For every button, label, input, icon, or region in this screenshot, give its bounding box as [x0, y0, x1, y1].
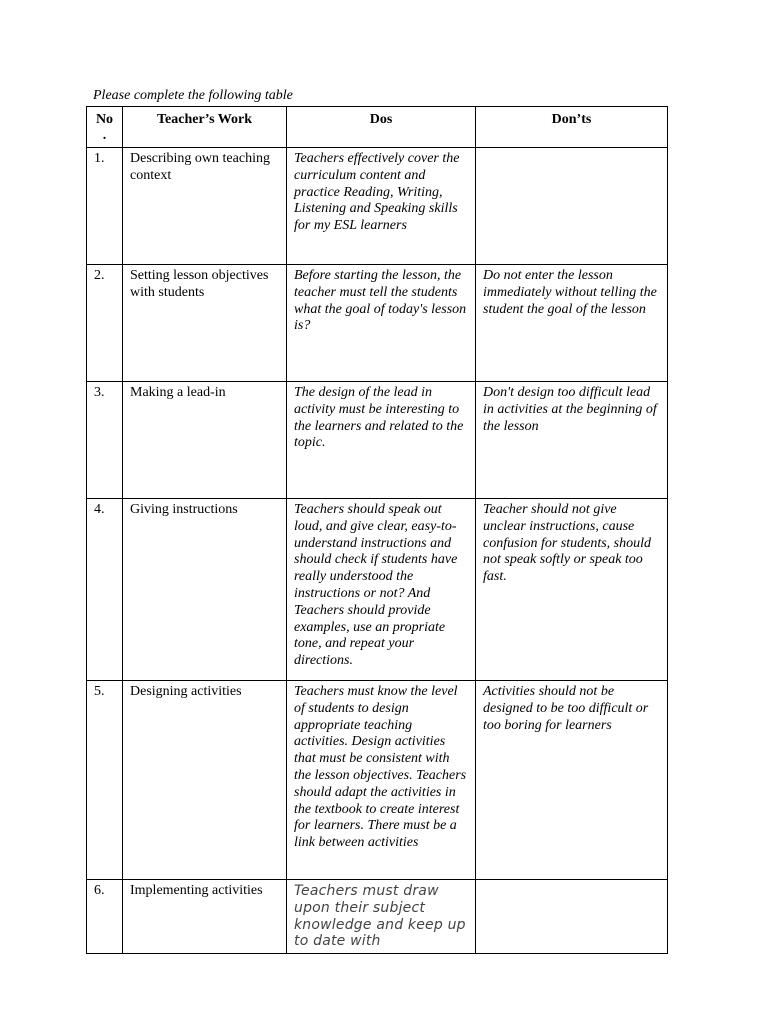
table-header-row — [87, 107, 668, 148]
dos-cell: Teachers effectively cover the curriculum content and practice Reading, Writing, Listening and Speaking skills for my ESL learners — [287, 148, 476, 265]
dos-cell: The design of the lead in activity must be interesting to the learners and related to the topic. — [287, 382, 476, 499]
dos-cell: Teachers must know the level of students to design appropriate teaching activities. Design activities that must be consistent with the lesson objectives. Teachers should adapt the activities in the textbook to create interest for learners. There must be a link between activities — [287, 681, 476, 880]
donts-cell: Don't design too difficult lead in activities at the beginning of the lesson — [476, 382, 668, 499]
table-row — [87, 880, 668, 954]
row-number: 1. — [87, 148, 123, 265]
dos-cell: Before starting the lesson, the teacher must tell the students what the goal of today's lesson is? — [287, 265, 476, 382]
dos-donts-table — [86, 106, 668, 954]
teachers-work-cell: Making a lead-in — [123, 382, 287, 499]
table-caption: Please complete the following table — [93, 88, 293, 103]
donts-cell — [476, 880, 668, 954]
dos-cell: Teachers should speak out loud, and give clear, easy-to-understand instructions and should check if students have really understood the instructions or not? And Teachers should provide examples, use an propriate tone, and repeat your directions. — [287, 499, 476, 681]
header-donts: Don’ts — [476, 107, 668, 148]
row-number: 3. — [87, 382, 123, 499]
table-row — [87, 499, 668, 681]
table-row — [87, 265, 668, 382]
table-row — [87, 148, 668, 265]
table-row — [87, 382, 668, 499]
row-number: 2. — [87, 265, 123, 382]
donts-cell: Do not enter the lesson immediately without telling the student the goal of the lesson — [476, 265, 668, 382]
teachers-work-cell: Implementing activities — [123, 880, 287, 954]
row-number: 5. — [87, 681, 123, 880]
teachers-work-cell: Setting lesson objectives with students — [123, 265, 287, 382]
row-number: 6. — [87, 880, 123, 954]
donts-cell — [476, 148, 668, 265]
header-no: No . — [87, 107, 123, 148]
dos-cell: Teachers must draw upon their subject knowledge and keep up to date with — [287, 880, 476, 954]
header-dos: Dos — [287, 107, 476, 148]
teachers-work-cell: Designing activities — [123, 681, 287, 880]
teachers-work-cell: Giving instructions — [123, 499, 287, 681]
donts-cell: Teacher should not give unclear instructions, cause confusion for students, should not speak softly or speak too fast. — [476, 499, 668, 681]
teachers-work-cell: Describing own teaching context — [123, 148, 287, 265]
table-row — [87, 681, 668, 880]
donts-cell: Activities should not be designed to be too difficult or too boring for learners — [476, 681, 668, 880]
header-teachers-work: Teacher’s Work — [123, 107, 287, 148]
row-number: 4. — [87, 499, 123, 681]
